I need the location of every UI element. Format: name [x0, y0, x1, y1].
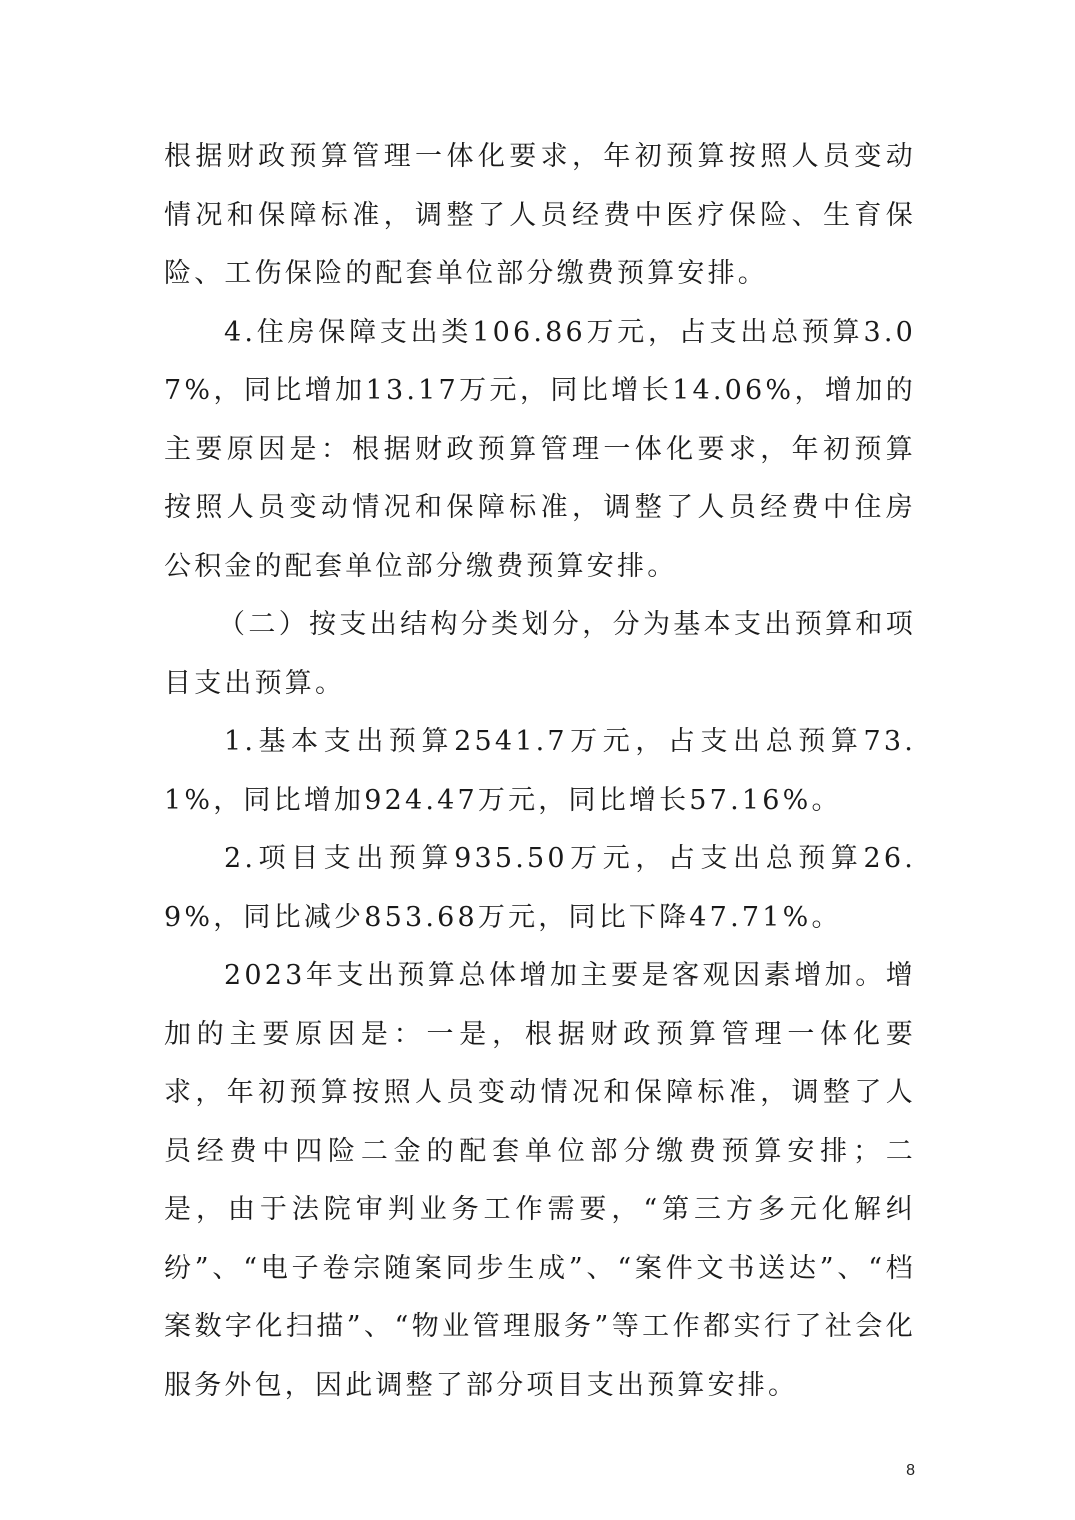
paragraph-project-expenditure: 2.项目支出预算935.50万元，占支出总预算26.9%，同比减少853.68万元，同比下降47.71%。	[164, 843, 916, 933]
paragraph-2023-summary: 2023年支出预算总体增加主要是客观因素增加。增加的主要原因是：一是，根据财政预算管理一体化要求，年初预算按照人员变动情况和保障标准，调整了人员经费中四险二金的配套单位部分缴费预算安排；二是，由于法院审判业务工作需要，“第三方多元化解纠纷”、“电子卷宗随案同步生成”、“案件文书送达”、“档案数字化扫描”、“物业管理服务”等工作都实行了社会化服务外包，因此调整了部分项目支出预算安排。	[164, 960, 916, 1401]
page-number: 8	[906, 1462, 915, 1479]
paragraph-basic-expenditure: 1.基本支出预算2541.7万元，占支出总预算73.1%，同比增加924.47万元，同比增长57.16%。	[164, 726, 916, 816]
paragraph-medical-insurance: 根据财政预算管理一体化要求，年初预算按照人员变动情况和保障标准，调整了人员经费中医疗保险、生育保险、工伤保险的配套单位部分缴费预算安排。	[164, 141, 916, 289]
section-heading-expenditure-structure: （二）按支出结构分类划分，分为基本支出预算和项目支出预算。	[164, 609, 916, 699]
document-body	[164, 128, 916, 1415]
paragraph-housing-expenditure: 4.住房保障支出类106.86万元，占支出总预算3.07%，同比增加13.17万元，同比增长14.06%，增加的主要原因是：根据财政预算管理一体化要求，年初预算按照人员变动情况和保障标准，调整了人员经费中住房公积金的配套单位部分缴费预算安排。	[164, 316, 916, 582]
